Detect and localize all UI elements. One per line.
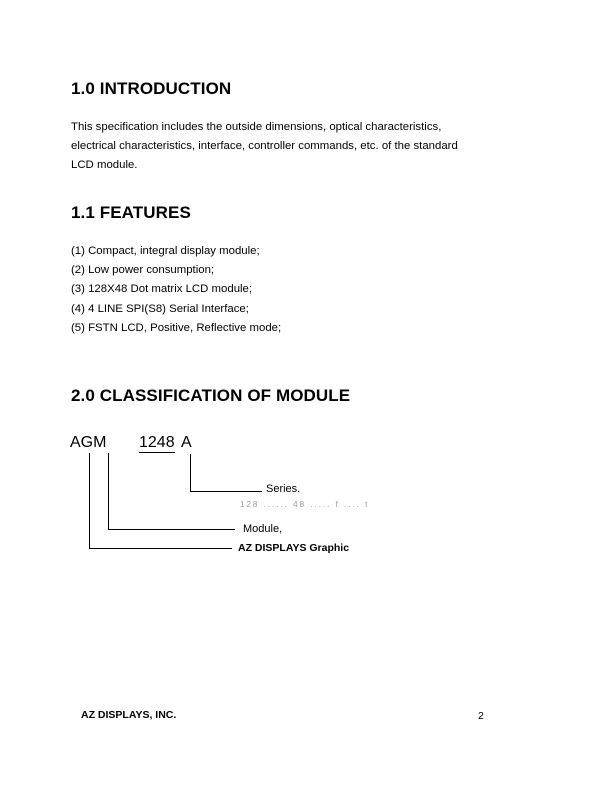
series-label: Series. [266,483,301,495]
intro-line-2: electrical characteristics, interface, controller commands, etc. of the standard [71,140,458,152]
intro-line-3: LCD module. [71,159,138,171]
intro-line-1: This specification includes the outside dimensions, optical characteristics, [71,121,442,133]
feature-item: (1) Compact, integral display module; [71,245,260,257]
series-connector-vertical [190,454,191,492]
feature-item: (2) Low power consumption; [71,264,215,277]
model-code-suffix: A [181,434,192,451]
intro-heading: 1.0 INTRODUCTION [71,79,232,98]
features-list [71,242,281,338]
series-connector-horizontal [190,491,262,492]
footer-company: AZ DISPLAYS, INC. [81,709,177,721]
feature-item: (4) 4 LINE SPI(S8) Serial Interface; [71,302,249,315]
feature-item: (3) 128X48 Dot matrix LCD module; [71,283,253,296]
model-code-prefix: AGM [70,434,107,451]
classification-heading: 2.0 CLASSIFICATION OF MODULE [71,386,351,405]
model-code-number: 1248 [139,434,175,451]
page-number: 2 [478,710,484,722]
features-heading: 1.1 FEATURES [71,203,191,222]
module-connector-horizontal [108,529,235,530]
faint-resolution-text: 128 ...... 48 ..... f .... t [240,500,370,509]
brand-connector-vertical [89,453,90,549]
brand-connector-horizontal [89,548,232,549]
module-connector-vertical [108,453,109,530]
feature-item: (5) FSTN LCD, Positive, Reflective mode; [71,321,282,334]
brand-label: AZ DISPLAYS Graphic [238,542,350,554]
intro-paragraph [71,118,458,175]
module-label: Module, [243,523,283,535]
